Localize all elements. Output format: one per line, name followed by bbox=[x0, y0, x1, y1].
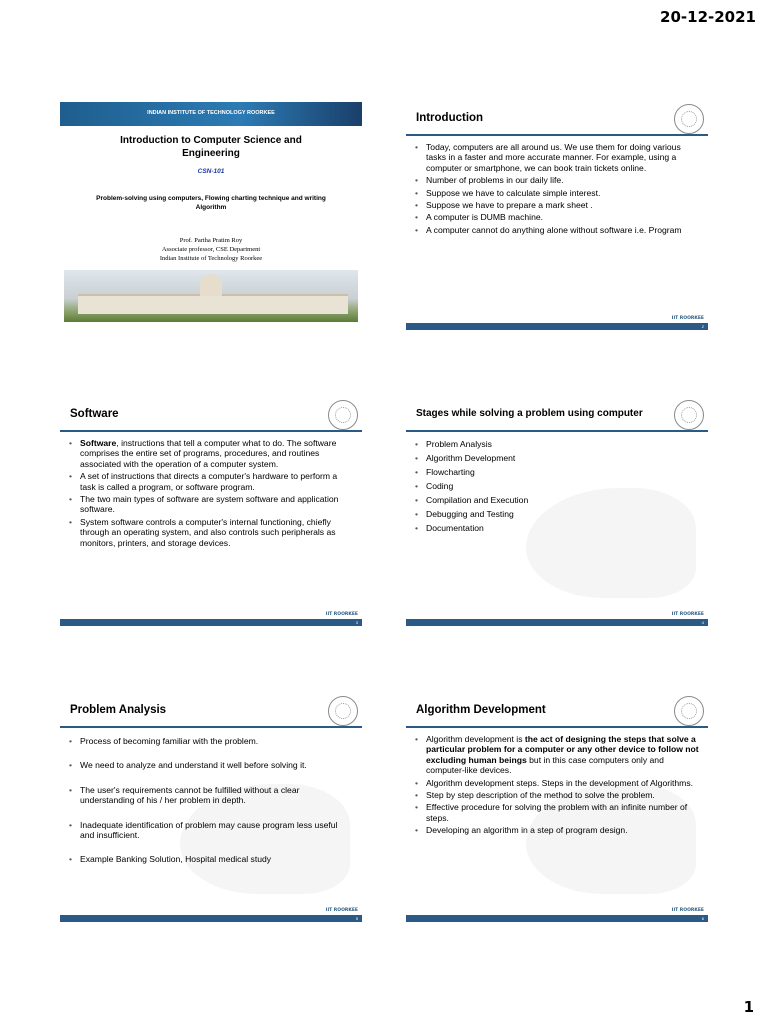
iit-seal-icon bbox=[674, 696, 704, 726]
list-item: • Example Banking Solution, Hospital medical study bbox=[68, 854, 354, 864]
iit-seal-icon bbox=[674, 104, 704, 134]
slide-heading: Stages while solving a problem using computer bbox=[416, 408, 643, 419]
slide-heading: Algorithm Development bbox=[416, 704, 546, 716]
slide-heading: Introduction bbox=[416, 112, 484, 124]
building-facade bbox=[78, 294, 348, 314]
list-item: • Developing an algorithm in a step of program design. bbox=[414, 825, 700, 835]
list-item: • We need to analyze and understand it well before solving it. bbox=[68, 760, 354, 770]
slide-heading: Software bbox=[70, 408, 119, 420]
course-title: Introduction to Computer Science and Engineering bbox=[120, 135, 302, 159]
list-item: • Process of becoming familiar with the problem. bbox=[68, 736, 354, 746]
list-item: • Algorithm development is the act of designing the steps that solve a particular problem for a computer or any other device to follow not excluding human beings but in this case computers only and computer-like devices. bbox=[414, 734, 700, 776]
list-item: • Flowcharting bbox=[414, 466, 700, 478]
lecture-subtitle: Problem-solving using computers, Flowing charting technique and writing Algorithm bbox=[96, 195, 326, 211]
slide-title bbox=[60, 102, 362, 330]
slide-stages bbox=[406, 398, 708, 626]
list-item: • Documentation bbox=[414, 522, 700, 534]
slide-heading: Problem Analysis bbox=[70, 704, 167, 716]
footer-bar bbox=[60, 619, 362, 626]
bullet-list bbox=[414, 734, 700, 838]
slide-introduction bbox=[406, 102, 708, 330]
list-item: • Compilation and Execution bbox=[414, 494, 700, 506]
list-item: • A computer cannot do anything alone without software i.e. Program bbox=[414, 225, 700, 235]
footer-bar bbox=[406, 915, 708, 922]
list-item: • Suppose we have to calculate simple interest. bbox=[414, 188, 700, 198]
course-code: CSN-101 bbox=[197, 168, 225, 175]
footer-bar bbox=[60, 915, 362, 922]
list-item: • The two main types of software are system software and application software. bbox=[68, 494, 354, 515]
institute-banner: INDIAN INSTITUTE OF TECHNOLOGY ROORKEE bbox=[60, 102, 362, 126]
list-item: • Today, computers are all around us. We use them for doing various tasks in a faster and more accurate manner. For example, using a computer or smartphone, we can book train tickets online. bbox=[414, 142, 700, 173]
author-designation: Associate professor, CSE Department bbox=[161, 246, 261, 253]
list-item: • System software controls a computer's internal functioning, chiefly through an operating system, and also controls such peripherals as monitors, printers, and storage devices. bbox=[68, 517, 354, 548]
author-name: Prof. Partha Pratim Roy bbox=[179, 237, 243, 244]
slide-number: 2 bbox=[701, 324, 704, 329]
heading-rule bbox=[60, 430, 362, 432]
page-number: 1 bbox=[743, 998, 754, 1016]
footer-bar bbox=[406, 619, 708, 626]
heading-rule bbox=[406, 726, 708, 728]
list-item: • Inadequate identification of problem may cause program less useful and insufficient. bbox=[68, 820, 354, 841]
slide-software bbox=[60, 398, 362, 626]
footer-logo: IIT ROORKEE bbox=[671, 908, 704, 913]
list-item: • A computer is DUMB machine. bbox=[414, 212, 700, 222]
list-item: • The user's requirements cannot be fulfilled without a clear understanding of his / her problem in depth. bbox=[68, 785, 354, 806]
list-item: • Debugging and Testing bbox=[414, 508, 700, 520]
list-item: • Coding bbox=[414, 480, 700, 492]
footer-logo: IIT ROORKEE bbox=[325, 908, 358, 913]
list-item: • Software, instructions that tell a computer what to do. The software comprises the entire set of programs, procedures, and routines associated with the operation of a computer system. bbox=[68, 438, 354, 469]
footer-logo: IIT ROORKEE bbox=[671, 612, 704, 617]
author-institute: Indian Institute of Technology Roorkee bbox=[159, 255, 263, 262]
list-item: • Effective procedure for solving the problem with an infinite number of steps. bbox=[414, 802, 700, 823]
list-item: • A set of instructions that directs a computer's hardware to perform a task is called a program, or software program. bbox=[68, 471, 354, 492]
list-item: • Suppose we have to prepare a mark sheet . bbox=[414, 200, 700, 210]
bullet-list bbox=[414, 142, 700, 237]
footer-bar bbox=[406, 323, 708, 330]
iit-seal-icon bbox=[674, 400, 704, 430]
building-dome bbox=[200, 274, 222, 296]
bullet-list bbox=[68, 438, 354, 550]
iit-seal-icon bbox=[328, 696, 358, 726]
slide-number: 4 bbox=[701, 620, 704, 625]
slide-number: 5 bbox=[355, 916, 358, 921]
slide-number: 3 bbox=[355, 620, 358, 625]
author-block bbox=[60, 236, 362, 263]
list-item: • Step by step description of the method to solve the problem. bbox=[414, 790, 700, 800]
footer-logo: IIT ROORKEE bbox=[671, 316, 704, 321]
slide-algorithm-development bbox=[406, 694, 708, 922]
page-date: 20-12-2021 bbox=[660, 8, 756, 26]
heading-rule bbox=[60, 726, 362, 728]
list-item: • Algorithm development steps. Steps in the development of Algorithms. bbox=[414, 778, 700, 788]
bullet-list bbox=[68, 736, 354, 879]
iit-seal-icon bbox=[328, 400, 358, 430]
slide-problem-analysis bbox=[60, 694, 362, 922]
heading-rule bbox=[406, 430, 708, 432]
footer-logo: IIT ROORKEE bbox=[325, 612, 358, 617]
list-item: • Number of problems in our daily life. bbox=[414, 175, 700, 185]
list-item: • Algorithm Development bbox=[414, 452, 700, 464]
heading-rule bbox=[406, 134, 708, 136]
bullet-list bbox=[414, 438, 700, 536]
slide-number: 6 bbox=[701, 916, 704, 921]
list-item: • Problem Analysis bbox=[414, 438, 700, 450]
